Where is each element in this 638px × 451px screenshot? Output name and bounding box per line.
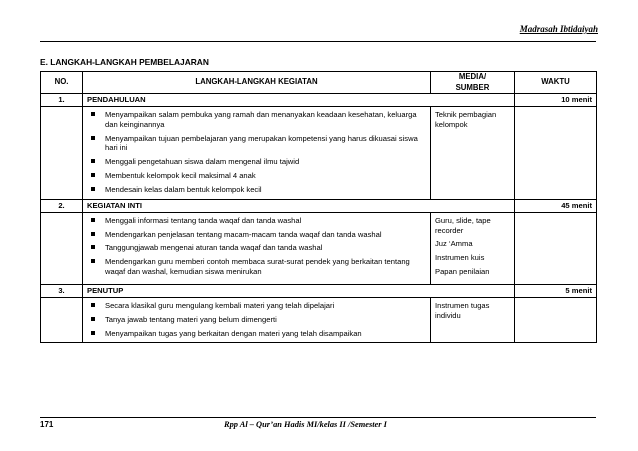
bullet-icon [91, 159, 95, 163]
activity-list [91, 301, 426, 339]
bullet-icon [91, 136, 95, 140]
activities-cell [83, 212, 431, 284]
bullet-icon [91, 187, 95, 191]
list-item [91, 329, 426, 339]
phase-title: KEGIATAN INTI [83, 199, 515, 212]
activity-list [91, 110, 426, 195]
activity-text: Menggali pengetahuan siswa dalam mengenal ilmu tajwid [105, 157, 300, 167]
phase-row [41, 94, 597, 107]
phase-row [41, 199, 597, 212]
activity-text: Menggali informasi tentang tanda waqaf dan tanda washal [105, 215, 302, 225]
activity-text: Mendengarkan guru memberi contoh membaca surat-surat pendek yang berkaitan tentang waqaf dan washal, kemudian siswa menirukan [105, 257, 410, 277]
list-item [91, 301, 426, 311]
bullet-icon [91, 331, 95, 335]
media-item: Juz ‘Amma [435, 239, 473, 249]
blank-cell [515, 212, 597, 284]
phase-row [41, 285, 597, 298]
blank-cell [515, 297, 597, 343]
section-title: E. LANGKAH-LANGKAH PEMBELAJARAN [40, 57, 209, 67]
bullet-icon [91, 317, 95, 321]
media-cell [431, 212, 515, 284]
activity-list [91, 216, 426, 277]
media-item: Instrumen kuis [435, 253, 485, 263]
school-title: Madrasah Ibtidaiyah [519, 24, 598, 34]
blank-cell [41, 212, 83, 284]
activity-text: Membentuk kelompok kecil maksimal 4 anak [105, 171, 256, 181]
phase-duration: 5 menit [515, 285, 597, 298]
row-number: 3. [41, 285, 83, 298]
phase-title: PENDAHULUAN [83, 94, 515, 107]
activity-text: Tanggungjawab mengenai aturan tanda waqaf dan tanda washal [105, 243, 323, 253]
list-item [91, 230, 426, 240]
blank-cell [515, 106, 597, 199]
list-item [91, 257, 426, 277]
col-header-no: NO. [41, 72, 83, 94]
activity-text: Menyampaikan tugas yang berkaitan dengan materi yang telah disampaikan [105, 328, 362, 338]
phase-duration: 45 menit [515, 199, 597, 212]
bullet-icon [91, 303, 95, 307]
learning-steps-table [40, 71, 597, 343]
activity-text: Tanya jawab tentang materi yang belum dimengerti [105, 314, 277, 324]
activities-cell [83, 106, 431, 199]
activity-text: Menyampaikan salam pembuka yang ramah dan menanyakan keadaan kesehatan, keluarga dan keinginannya [105, 109, 417, 129]
phase-detail-row [41, 106, 597, 199]
media-cell [431, 106, 515, 199]
list-item [91, 110, 426, 130]
header-divider [40, 41, 596, 42]
row-number: 1. [41, 94, 83, 107]
footer-divider [40, 417, 596, 418]
bullet-icon [91, 259, 95, 263]
activity-text: Mendengarkan penjelasan tentang macam-macam tanda waqaf dan tanda washal [105, 229, 382, 239]
table-body [41, 94, 597, 343]
media-item: Teknik pembagian kelompok [435, 109, 497, 129]
bullet-icon [91, 245, 95, 249]
bullet-icon [91, 232, 95, 236]
col-header-activity: LANGKAH-LANGKAH KEGIATAN [83, 72, 431, 94]
phase-detail-row [41, 297, 597, 343]
phase-title: PENUTUP [83, 285, 515, 298]
list-item [91, 243, 426, 253]
list-item [91, 315, 426, 325]
phase-duration: 10 menit [515, 94, 597, 107]
activity-text: Mendesain kelas dalam bentuk kelompok kecil [105, 185, 262, 195]
bullet-icon [91, 112, 95, 116]
footer-caption: Rpp Al – Qur’an Hadis MI/kelas II /Semester I [224, 420, 387, 429]
col-header-time: WAKTU [515, 72, 597, 94]
table-header-row [41, 72, 597, 94]
media-item: Instrumen tugas individu [435, 300, 490, 320]
list-item [91, 171, 426, 181]
page-number: 171 [40, 420, 54, 429]
media-item: Guru, slide, tape recorder [435, 215, 491, 235]
list-item [91, 185, 426, 195]
activity-text: Secara klasikal guru mengulang kembali materi yang telah dipelajari [105, 300, 335, 310]
bullet-icon [91, 218, 95, 222]
media-item: Papan penilaian [435, 267, 490, 277]
blank-cell [41, 106, 83, 199]
list-item [91, 216, 426, 226]
activity-text: Menyampaikan tujuan pembelajaran yang merupakan kompetensi yang harus dikuasai siswa hari ini [105, 133, 418, 153]
col-header-media: MEDIA/ SUMBER [431, 72, 515, 94]
activities-cell [83, 297, 431, 343]
list-item [91, 134, 426, 154]
phase-detail-row [41, 212, 597, 284]
media-cell [431, 297, 515, 343]
blank-cell [41, 297, 83, 343]
bullet-icon [91, 173, 95, 177]
list-item [91, 157, 426, 167]
row-number: 2. [41, 199, 83, 212]
